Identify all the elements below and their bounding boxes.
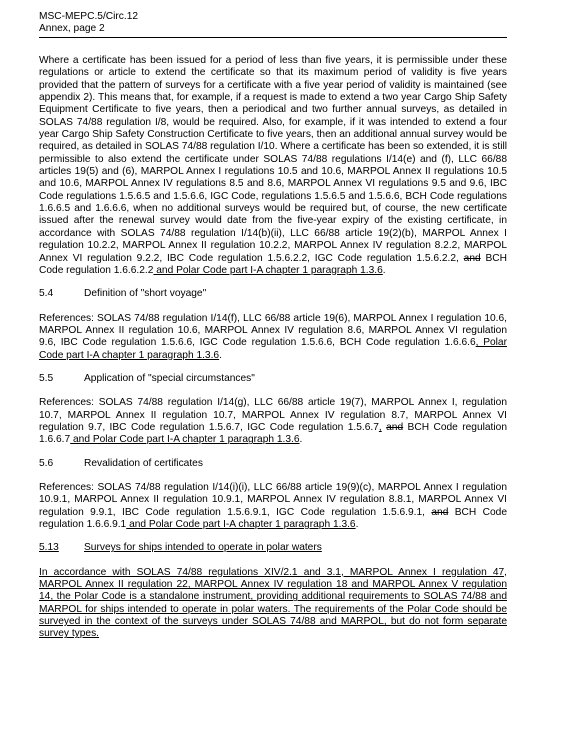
deleted-text: and [431,506,449,518]
section-body-5-13: In accordance with SOLAS 74/88 regulations XIV/2.1 and 3.1, MARPOL Annex I regulation 47, MARPOL Annex II regulation 22, MARPOL Annex IV regulation 18 and MARPOL Annex V regulation 14, the Polar Code is a standalone instrument, providing additional requirements to SOLAS 74/88 and MARPOL for ships intended to operate in polar waters. The requirements of the Polar Code should be surveyed in the context of the surveys under SOLAS 74/88 and MARPOL, but do not form separate survey types. [39,566,507,640]
section-body-5-5: References: SOLAS 74/88 regulation I/14(g), LLC 66/88 article 19(7), MARPOL Annex I, regulation 10.7, MARPOL Annex II regulation 10.7, MARPOL Annex IV regulation 8.7, MARPOL Annex VI regulation 9.7, IBC Code regulation 1.5.6.7, IGC Code regulation 1.5.6.7, and BCH Code regulation 1.6.6.7 and Polar Code part I-A chapter 1 paragraph 1.3.6. [39,397,507,446]
section-title: Application of "special circumstances" [84,372,255,384]
deleted-text: and [386,421,404,433]
deleted-text: and [463,252,481,264]
inserted-text: and Polar Code part I-A chapter 1 paragraph 1.3.6 [126,519,356,530]
section-body-5-6: References: SOLAS 74/88 regulation I/14(i)(i), LLC 66/88 article 19(9)(c), MARPOL Annex I regulation 10.9.1, MARPOL Annex II regulation 10.9.1, MARPOL Annex IV regulation 8.8.1, MARPOL Annex VI regulation 9.9.1, IBC Code regulation 1.5.6.9.1, IGC Code regulation 1.5.6.9.1, and BCH Code regulation 1.6.6.9.1 and Polar Code part I-A chapter 1 paragraph 1.3.6. [39,481,507,530]
section-number: 5.6 [39,457,54,469]
inserted-text: , [422,506,425,518]
section-number: 5.4 [39,288,54,300]
section-title: Definition of "short voyage" [84,288,207,300]
section-heading-5-5 [39,373,507,385]
section-number: 5.13 [39,542,59,554]
section-heading-5-6 [39,458,507,470]
page-number: Annex, page 2 [39,23,105,34]
header-rule [39,37,507,38]
inserted-text: , [378,421,382,433]
inserted-text: and Polar Code part I-A chapter 1 paragraph 1.3.6 [70,434,300,446]
section-body-5-4: References: SOLAS 74/88 regulation I/14(f), LLC 66/88 article 19(6), MARPOL Annex I regulation 10.6, MARPOL Annex II regulation 10.6, MARPOL Annex IV regulation 8.6, MARPOL Annex VI regulation 9.6, IBC Code regulation 1.5.6.6, IGC Code regulation 1.5.6.6, BCH Code regulation 1.6.6.6, Polar Code part I-A chapter 1 paragraph 1.3.6. [39,312,507,361]
document-reference: MSC-MEPC.5/Circ.12 [39,11,139,22]
section-title: Revalidation of certificates [84,457,203,469]
inserted-text: , Polar Code part I-A chapter 1 paragraph 1.3.6 [39,337,507,361]
paragraph-extension: Where a certificate has been issued for a period of less than five years, it is permissible under these regulations or article to extend the certificate so that its maximum period of validity is five years provided that the pattern of surveys for a certificate with a five year period of validity is maintained (see appendix 2). This means that, for example, if a request is made to extend a two year Cargo Ship Safety Equipment Certificate to five years, then a periodical and two further annual surveys, as detailed in SOLAS 74/88 regulation I/8, would be required. Also, for example, if it was intended to extend a four year Cargo Ship Safety Construction Certificate to five years, then an additional annual survey would be required, as detailed in SOLAS 74/88 regulation I/10. Where a certificate has been so extended, it is still permissible to also extend the certificate under SOLAS 74/88 regulations I/14(e) and (f), LLC 66/88 articles 19(5) and (6), MARPOL Annex I regulations 10.5 and 10.6, MARPOL Annex II regulations 10.5 and 10.6, MARPOL Annex IV regulations 8.5 and 8.6, MARPOL Annex VI regulations 9.5 and 9.6, IBC Code regulations 1.5.6.5 and 1.5.6.6, IGC Code, regulations 1.5.6.5 and 1.5.6.6, BCH Code regulations 1.6.6.5 and 1.6.6.6, when no additional surveys would be required but, of course, the new certificate issued after the renewal survey would date from the five-year expiry of the existing certificate, in accordance with SOLAS 74/88 regulation I/14(b)(ii), LLC 66/88 article 19(2)(b), MARPOL Annex I regulation 10.2.2, MARPOL Annex II regulation 10.2.2, MARPOL Annex IV regulation 8.2.2, MARPOL Annex VI regulation 9.2.2, IBC Code regulation 1.5.6.2.2, IGC Code regulation 1.5.6.2.2, and BCH Code regulation 1.6.6.2.2 and Polar Code part I-A chapter 1 paragraph 1.3.6. [39,55,507,276]
section-heading-5-13 [39,542,507,554]
section-number: 5.5 [39,372,54,384]
paragraph-text: Where a certificate has been issued for a period of less than five years, it is permissible under these regulations or article to extend the certificate so that its maximum period of validity is five years provided that the pattern of surveys for a certificate with a five year period of validity is maintained (see appendix 2). This means that, for example, if a request is made to extend a two year Cargo Ship Safety Equipment Certificate to five years, then a periodical and two further annual surveys, as detailed in SOLAS 74/88 regulation I/8, would be required. Also, for example, if it was intended to extend a four year Cargo Ship Safety Construction Certificate to five years, then an additional annual survey would be required, as detailed in SOLAS 74/88 regulation I/10. Where a certificate has been so extended, it is still permissible to also extend the certificate under SOLAS 74/88 regulations I/14(e) and (f), LLC 66/88 articles 19(5) and (6), MARPOL Annex I regulations 10.5 and 10.6, MARPOL Annex II regulations 10.5 and 10.6, MARPOL Annex IV regulations 8.5 and 8.6, MARPOL Annex VI regulations 9.5 and 9.6, IBC Code regulations 1.5.6.5 and 1.5.6.6, IGC Code, regulations 1.5.6.5 and 1.5.6.6, BCH Code regulations 1.6.6.5 and 1.6.6.6, when no additional surveys would be required but, of course, the new certificate issued after the renewal survey would date from the five-year expiry of the existing certificate, in accordance with SOLAS 74/88 regulation I/14(b)(ii), LLC 66/88 article 19(2)(b), MARPOL Annex I regulation 10.2.2, MARPOL Annex II regulation 10.2.2, MARPOL Annex IV regulation 8.2.2, MARPOL Annex VI regulation 9.2.2, IBC Code regulation 1.5.6.2.2, IGC Code regulation 1.5.6.2.2, [39,55,507,264]
inserted-text: and Polar Code part I-A chapter 1 paragraph 1.3.6 [153,264,383,276]
page-header [39,11,507,35]
paragraph-text-mid: BCH Code regulation 1.6.6.2.2 [39,252,507,276]
section-title: Surveys for ships intended to operate in polar waters [84,542,322,554]
section-heading-5-4 [39,288,507,300]
